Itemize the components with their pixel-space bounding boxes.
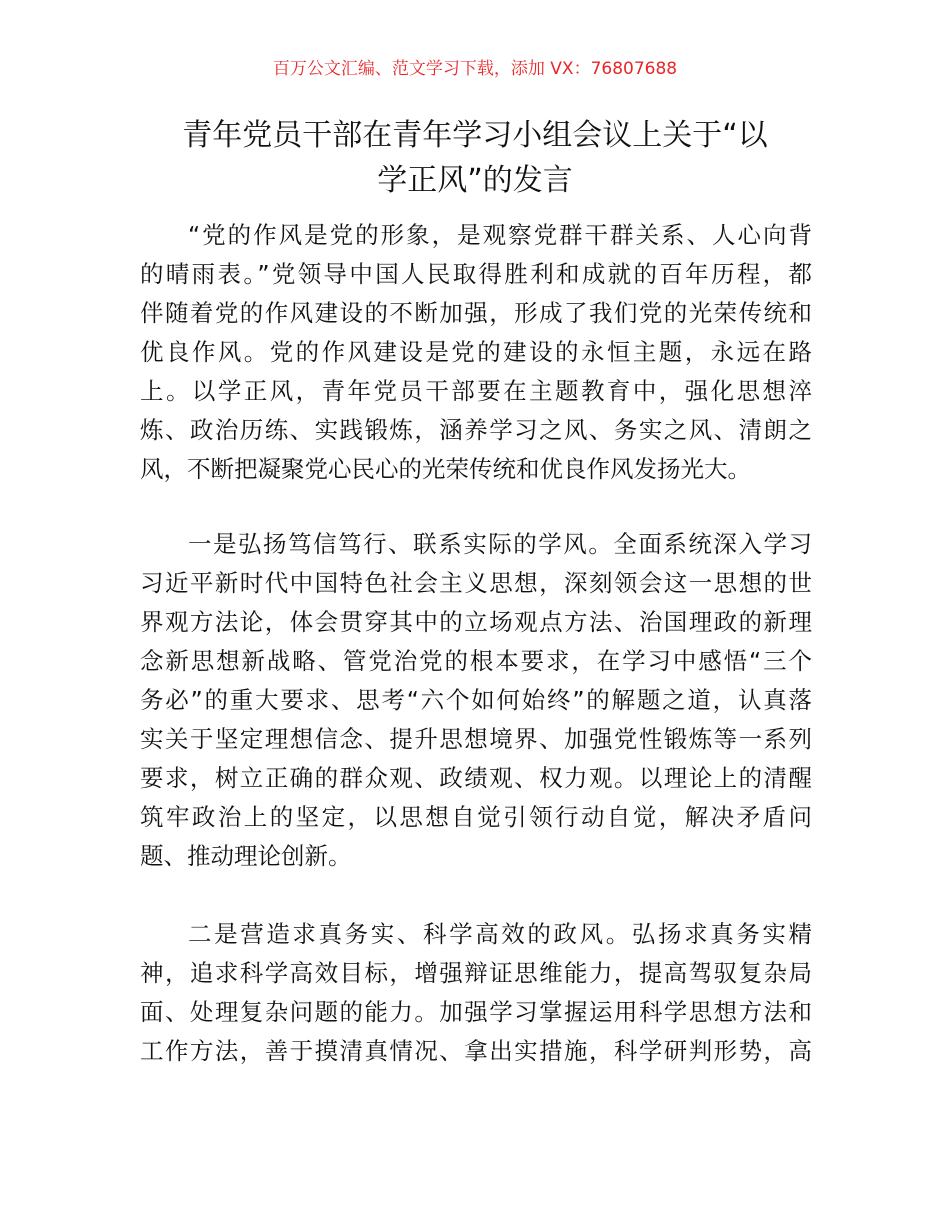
text-line: 念新思想新战略、管党治党的根本要求，在学习中感悟“三个 (140, 647, 812, 675)
text-line: 工作方法，善于摸清真情况、拿出实措施，科学研判形势，高 (140, 1037, 812, 1065)
text-line: 题、推动理论创新。 (140, 842, 352, 870)
text-line: 优良作风。党的作风建设是党的建设的永恒主题，永远在路 (140, 338, 812, 366)
text-line: 二是营造求真务实、科学高效的政风。弘扬求真务实精 (188, 920, 812, 948)
text-line: 实关于坚定理想信念、提升思想境界、加强党性锻炼等一系列 (140, 725, 812, 753)
paragraph-government-style (140, 915, 812, 1071)
paragraph-study-style (140, 525, 812, 876)
text-line: 界观方法论，体会贯穿其中的立场观点方法、治国理政的新理 (140, 608, 812, 636)
title-line: 学正风”的发言 (377, 163, 573, 198)
text-line: 的晴雨表。”党领导中国人民取得胜利和成就的百年历程，都 (140, 260, 812, 288)
text-line: 务必”的重大要求、思考“六个如何始终”的解题之道，认真落 (140, 686, 812, 714)
title-line: 青年党员干部在青年学习小组会议上关于“以 (182, 118, 768, 153)
document-title (130, 113, 820, 203)
text-line: “党的作风是党的形象，是观察党群干群关系、人心向背 (188, 221, 812, 249)
text-line: 要求，树立正确的群众观、政绩观、权力观。以理论上的清醒 (140, 764, 812, 792)
text-line: 一是弘扬笃信笃行、联系实际的学风。全面系统深入学习 (188, 530, 812, 558)
text-line: 习近平新时代中国特色社会主义思想，深刻领会这一思想的世 (140, 569, 812, 597)
paragraph-intro (140, 216, 812, 489)
text-line: 风，不断把凝聚党心民心的光荣传统和优良作风发扬光大。 (140, 455, 751, 483)
text-line: 神，追求科学高效目标，增强辩证思维能力，提高驾驭复杂局 (140, 959, 812, 987)
text-line: 筑牢政治上的坚定，以思想自觉引领行动自觉，解决矛盾问 (140, 803, 812, 831)
text-line: 面、处理复杂问题的能力。加强学习掌握运用科学思想方法和 (140, 998, 812, 1026)
text-line: 炼、政治历练、实践锻炼，涵养学习之风、务实之风、清朗之 (140, 416, 812, 444)
text-line: 伴随着党的作风建设的不断加强，形成了我们党的光荣传统和 (140, 299, 812, 327)
text-line: 上。以学正风，青年党员干部要在主题教育中，强化思想淬 (140, 377, 812, 405)
watermark-header: 百万公文汇编、范文学习下载，添加 VX：76807688 (272, 59, 678, 79)
